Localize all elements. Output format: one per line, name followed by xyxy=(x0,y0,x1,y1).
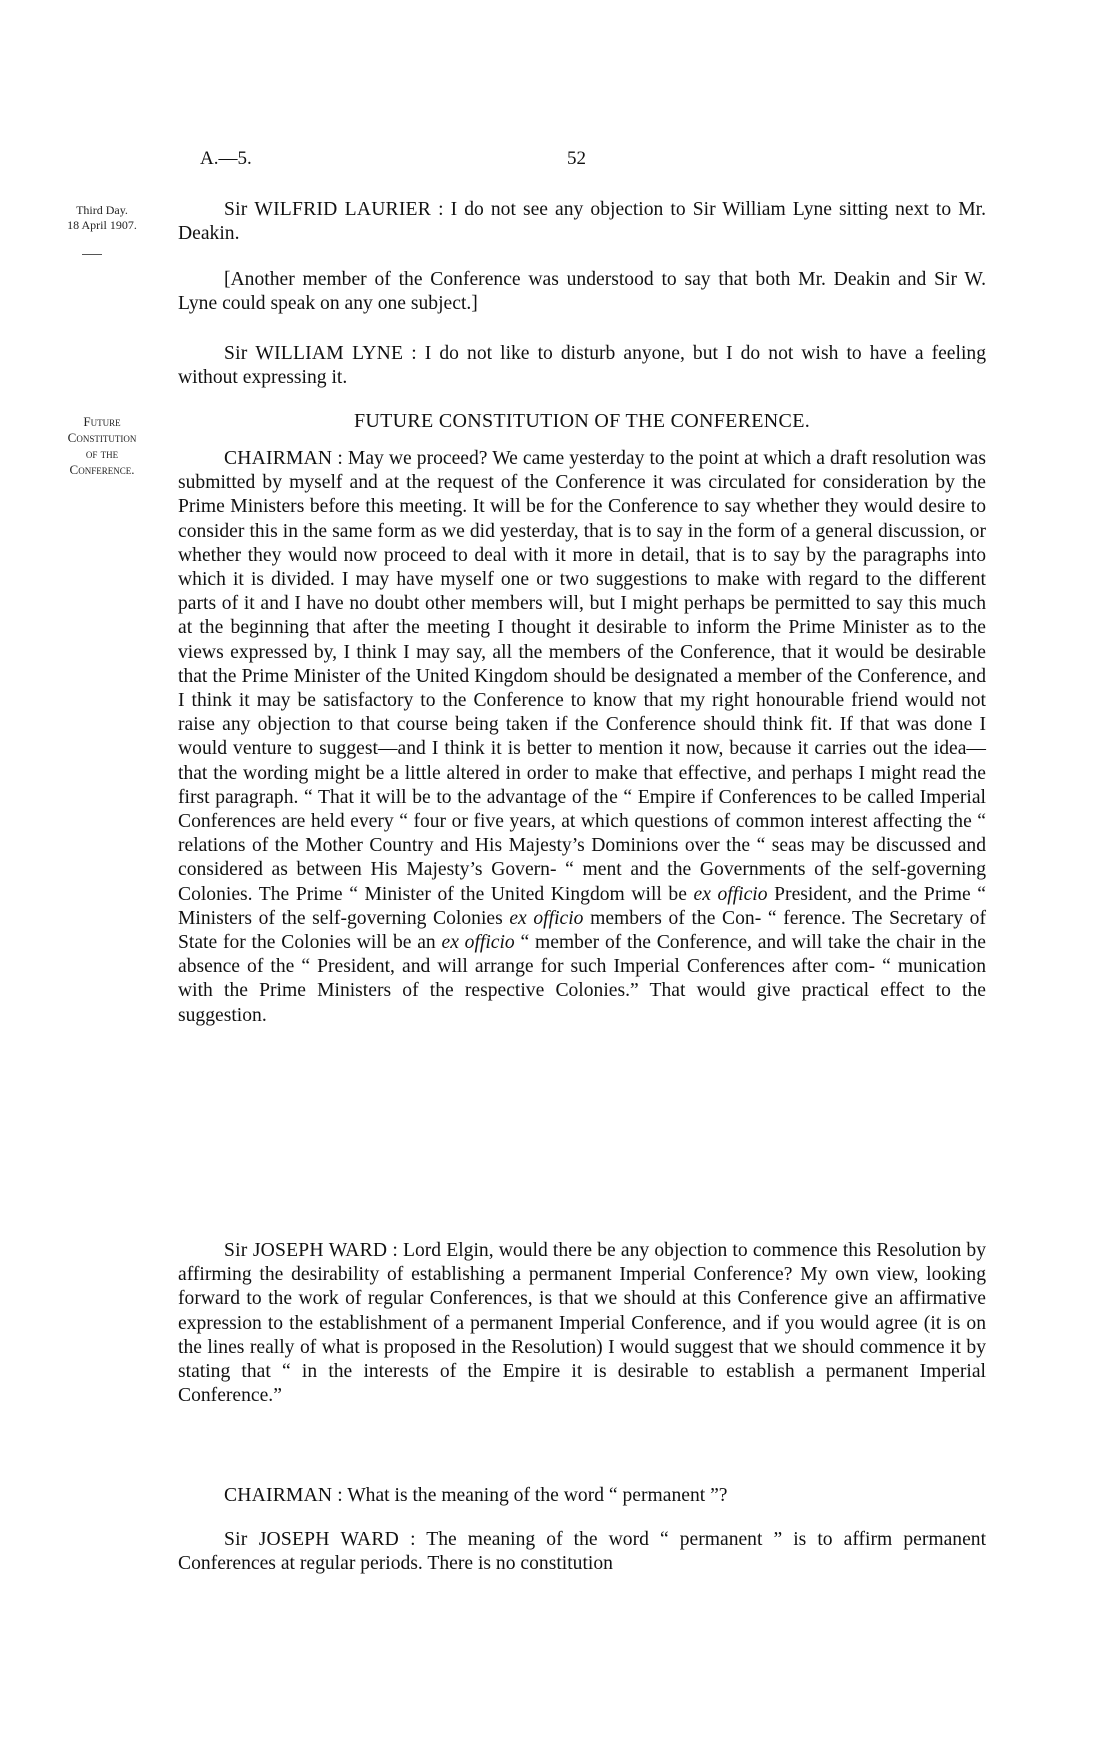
speaker-name: Sir JOSEPH WARD xyxy=(224,1240,388,1261)
speaker-name: CHAIRMAN xyxy=(224,1485,333,1506)
stage-note-text: [Another member of the Conference was understood to say that both Mr. Deakin and Sir W. Lyne could speak on any one subject.] xyxy=(178,269,986,315)
margin-note-line: Future xyxy=(83,414,121,429)
page-identifier: A.—5. xyxy=(200,148,252,169)
margin-note-date xyxy=(32,203,172,233)
paragraph-chairman: CHAIRMAN : May we proceed? We came yesterday to the point at which a draft resolution was submitted by myself and at the request of the Conference it was circulated for consideration by the Prime Ministers before this meeting. It will be for the Conference to say whether they would desire to consider this in the same form as we did yesterday, that is to say in the form of a general discussion, or whether they would now proceed to deal with it more in detail, that is to say by the paragraphs into which it is divided. I may have myself one or two suggestions to make with regard to the different parts of it and I have no doubt other members will, but I might perhaps be permitted to say this much at the beginning that after the meeting I thought it desirable to inform the Prime Minister as to the views expressed by, I think I may say, all the members of the Conference, that it would be desirable that the Prime Minister of the United Kingdom should be designated a member of the Conference, and I think it may be satisfactory to the Conference to know that my right honourable friend would not raise any objection to that course being taken if the Conference should think fit. If that was done I would venture to suggest—and I think it is better to mention it now, because it carries out the idea—that the wording might be a little altered in order to make that effective, and perhaps I might read the first paragraph. “ That it will be to the advantage of the “ Empire if Conferences to be called Imperial Conferences are held every “ four or five years, at which questions of common interest affecting the “ relations of the Mother Country and His Majesty’s Dominions over the “ seas may be discussed and considered as between His Majesty’s Govern- “ ment and the Governments of the self-governing Colonies. The Prime “ Minister of the United Kingdom will be ex officio President, and the Prime “ Ministers of the self-governing Colonies ex officio members of the Con- “ ference. The Secretary of State for the Colonies will be an ex officio “ member of the Conference, and will take the chair in the absence of the “ President, and will arrange for such Imperial Conferences after com- “ munication with the Prime Ministers of the respective Colonies.” That would give practical effect to the suggestion. xyxy=(178,448,987,1026)
italic-term: ex officio xyxy=(693,883,768,905)
speaker-name: Sir WILLIAM LYNE xyxy=(224,343,404,364)
paragraph-stage-note xyxy=(178,268,986,316)
speaker-name: CHAIRMAN xyxy=(224,448,333,469)
margin-note-section xyxy=(32,414,172,478)
paragraph-ward-answer: Sir JOSEPH WARD : The meaning of the word “ permanent ” is to affirm permanent Conferences at regular periods. There is no constitution xyxy=(178,1529,987,1575)
speech-text: What is the meaning of the word “ permanent ”? xyxy=(347,1485,728,1506)
margin-note-line: of the xyxy=(85,446,119,461)
paragraph-ward: Sir JOSEPH WARD : Lord Elgin, would there be any objection to commence this Resolution by affirming the desirability of establishing a permanent Imperial Conference? My own view, looking forward to the work of regular Conferences, is that we should at this Conference give an affirmative expression to the establishment of a permanent Imperial Conference, and if you would agree (it is on the lines really of what is proposed in the Resolution) I would suggest that we should commence it by stating that “ in the interests of the Empire it is desirable to establish a permanent Imperial Conference.” xyxy=(178,1240,986,1407)
speaker-name: Sir JOSEPH WARD xyxy=(224,1529,400,1550)
margin-note-line: Constitution xyxy=(67,430,137,445)
paragraph-lyne: Sir WILLIAM LYNE : I do not like to disturb anyone, but I do not wish to have a feeling without expressing it. xyxy=(178,343,986,389)
margin-note-day: Third Day. xyxy=(76,203,128,217)
speech-text: members of the Con- “ ference. The Secretary of State for the Colonies will be an xyxy=(178,907,987,954)
margin-note-date-text: 18 April 1907. xyxy=(67,218,137,232)
italic-term: ex officio xyxy=(441,932,515,954)
section-heading: FUTURE CONSTITUTION OF THE CONFERENCE. xyxy=(353,410,811,432)
speech-text: The meaning of the word “ permanent ” is to affirm permanent Conferences at regular periods. There is no constitution xyxy=(178,1529,987,1575)
page-number: 52 xyxy=(567,148,586,169)
speech-text: President, and the Prime “ Ministers of the self-governing Colonies xyxy=(178,883,986,929)
paragraph-chairman-question: CHAIRMAN : What is the meaning of the word “ permanent ”? xyxy=(224,1485,728,1506)
speech-text: I do not see any objection to Sir William Lyne sitting next to Mr. Deakin. xyxy=(178,199,987,245)
speech-text: “ member of the Conference, and will take the chair in the absence of the “ President, and will arrange for such Imperial Conferences after com- “ munication with the Prime Ministers of the respective Colonies.” That would give practical effect to the suggestion. xyxy=(178,932,986,1026)
speech-text: I do not like to disturb anyone, but I do not wish to have a feeling without expressing it. xyxy=(178,343,986,389)
italic-term: ex officio xyxy=(509,907,584,929)
speaker-name: Sir WILFRID LAURIER xyxy=(224,199,431,220)
margin-note-line: Conference. xyxy=(69,462,135,477)
margin-divider xyxy=(82,254,102,255)
speech-text: Lord Elgin, would there be any objection to commence this Resolution by affirming the desirability of establishing a permanent Imperial Conference? My own view, looking forward to the work of regular Conferences, is that we should at this Conference give an affirmative expression to the establishment of a permanent Imperial Conference, and if you would agree (it is on the lines really of what is proposed in the Resolution) I would suggest that we should commence it by stating that “ in the interests of the Empire it is desirable to establish a permanent Imperial Conference.” xyxy=(178,1240,986,1407)
paragraph-laurier: Sir WILFRID LAURIER : I do not see any objection to Sir William Lyne sitting next to Mr. Deakin. xyxy=(178,199,987,245)
speech-text: May we proceed? We came yesterday to the point at which a draft resolution was submitted by myself and at the request of the Conference it was circulated for consideration by the Prime Ministers before this meeting. It will be for the Conference to say whether they would desire to consider this in the same form as we did yesterday, that is to say in the form of a general discussion, or whether they would now proceed to deal with it more in detail, that is to say by the paragraphs into which it is divided. I may have myself one or two suggestions to make with regard to the different parts of it and I have no doubt other members will, but I might perhaps be permitted to say this much at the beginning that after the meeting I thought it desirable to inform the Prime Minister as to the views expressed by, I think I may say, all the members of the Conference, that it would be desirable that the Prime Minister of the United Kingdom should be designated a member of the Conference, and I think it may be satisfactory to the Conference to know that my right honourable friend would not raise any objection to that course being taken if the Conference should think fit. If that was done I would venture to suggest—and I think it is better to mention it now, because it carries out the idea—that the wording might be a little altered in order to make that effective, and perhaps I might read the first paragraph. “ That it will be to the advantage of the “ Empire if Conferences to be called Imperial Conferences are held every “ four or five years, at which questions of common interest affecting the “ relations of the Mother Country and His Majesty’s Dominions over the “ seas may be discussed and considered as between His Majesty’s Govern- “ ment and the Governments of the self-governing Colonies. The Prime “ Minister of the United Kingdom will be xyxy=(178,448,986,905)
